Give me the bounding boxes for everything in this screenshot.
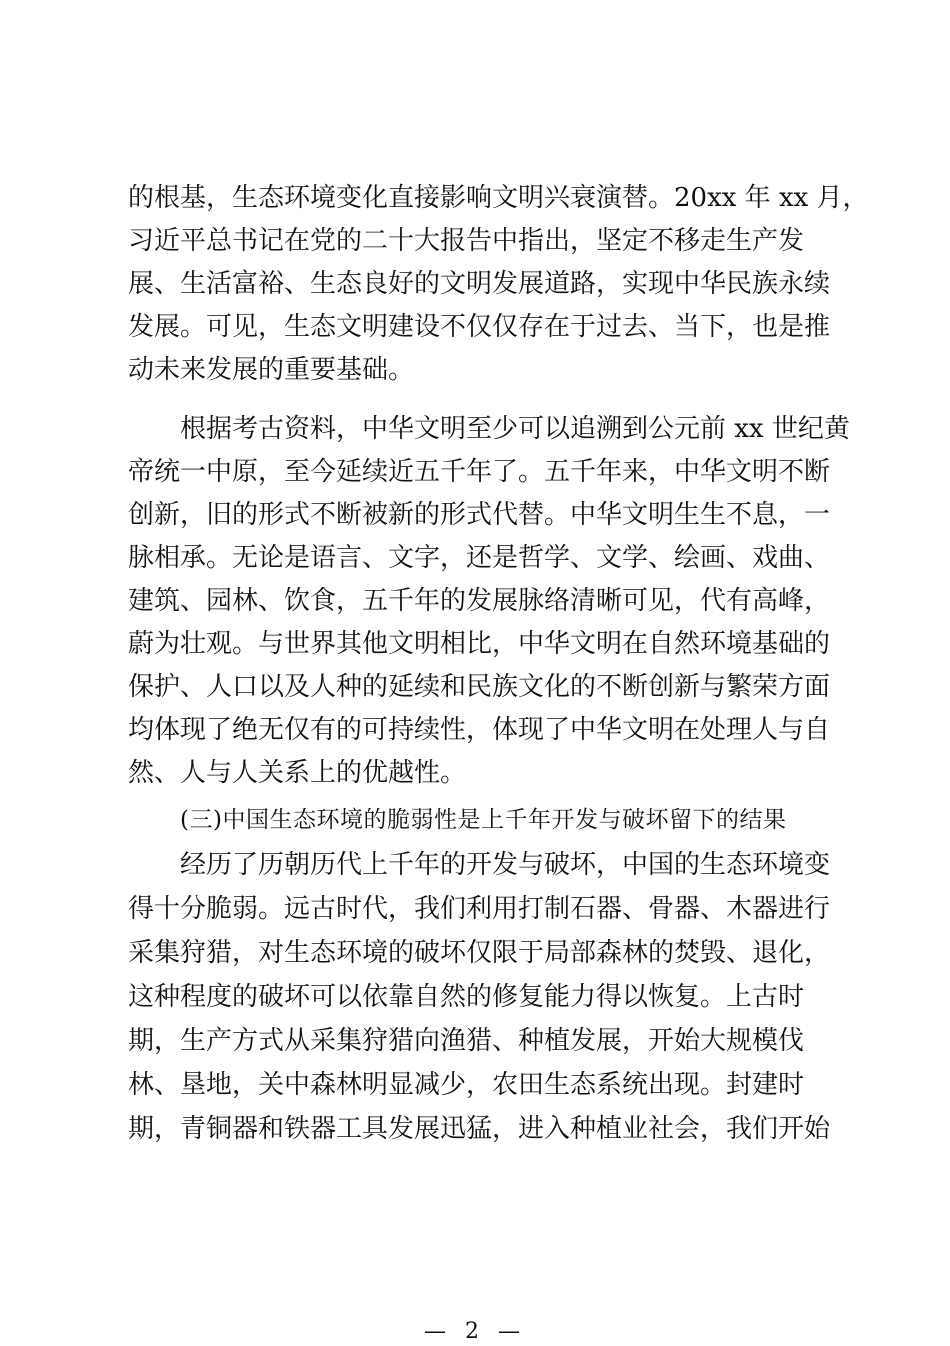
paragraph-2-line-5: 建筑、园林、饮食，五千年的发展脉络清晰可见，代有高峰， (128, 586, 831, 616)
paragraph-3-line-7: 期，青铜器和铁器工具发展迅猛，进入种植业社会，我们开始 (128, 1114, 831, 1144)
paragraph-2-line-8: 均体现了绝无仅有的可持续性，体现了中华文明在处理人与自 (128, 715, 831, 745)
paragraph-3-line-2: 得十分脆弱。远古时代，我们利用打制石器、骨器、木器进行 (128, 894, 831, 924)
paragraph-2-line-7: 保护、人口以及人种的延续和民族文化的不断创新与繁荣方面 (128, 672, 831, 702)
section-heading: (三)中国生态环境的脆弱性是上千年开发与破坏留下的结果 (180, 807, 787, 833)
paragraph-2-line-4: 脉相承。无论是语言、文字，还是哲学、文学、绘画、戏曲、 (128, 543, 831, 573)
paragraph-2-line-6: 蔚为壮观。与世界其他文明相比，中华文明在自然环境基础的 (128, 629, 831, 659)
paragraph-1-line-4: 发展。可见，生态文明建设不仅仅存在于过去、当下，也是推 (128, 312, 831, 342)
paragraph-3-line-6: 林、垦地，关中森林明显减少，农田生态系统出现。封建时 (128, 1070, 805, 1100)
paragraph-3-line-5: 期，生产方式从采集狩猎向渔猎、种植发展，开始大规模伐 (128, 1026, 805, 1056)
paragraph-2-line-3: 创新，旧的形式不断被新的形式代替。中华文明生生不息，一 (128, 500, 831, 530)
paragraph-1-line-5: 动未来发展的重要基础。 (128, 355, 415, 385)
paragraph-1-line-3: 展、生活富裕、生态良好的文明发展道路，实现中华民族永续 (128, 269, 831, 299)
page-number: — 2 — (424, 1319, 526, 1344)
paragraph-3-line-1: 经历了历朝历代上千年的开发与破坏，中国的生态环境变 (180, 850, 831, 880)
paragraph-2-line-2: 帝统一中原，至今延续近五千年了。五千年来，中华文明不断 (128, 457, 831, 487)
paragraph-1-line-2: 习近平总书记在党的二十大报告中指出，坚定不移走生产发 (128, 226, 805, 256)
paragraph-3-line-4: 这种程度的破坏可以依靠自然的修复能力得以恢复。上古时 (128, 982, 805, 1012)
paragraph-2-line-9: 然、人与人关系上的优越性。 (128, 758, 467, 788)
paragraph-2-line-1: 根据考古资料，中华文明至少可以追溯到公元前 xx 世纪黄 (180, 414, 850, 444)
paragraph-3-line-3: 采集狩猎，对生态环境的破坏仅限于局部森林的焚毁、退化， (128, 938, 831, 968)
paragraph-1-line-1: 的根基，生态环境变化直接影响文明兴衰演替。20xx 年 xx 月， (128, 183, 869, 213)
